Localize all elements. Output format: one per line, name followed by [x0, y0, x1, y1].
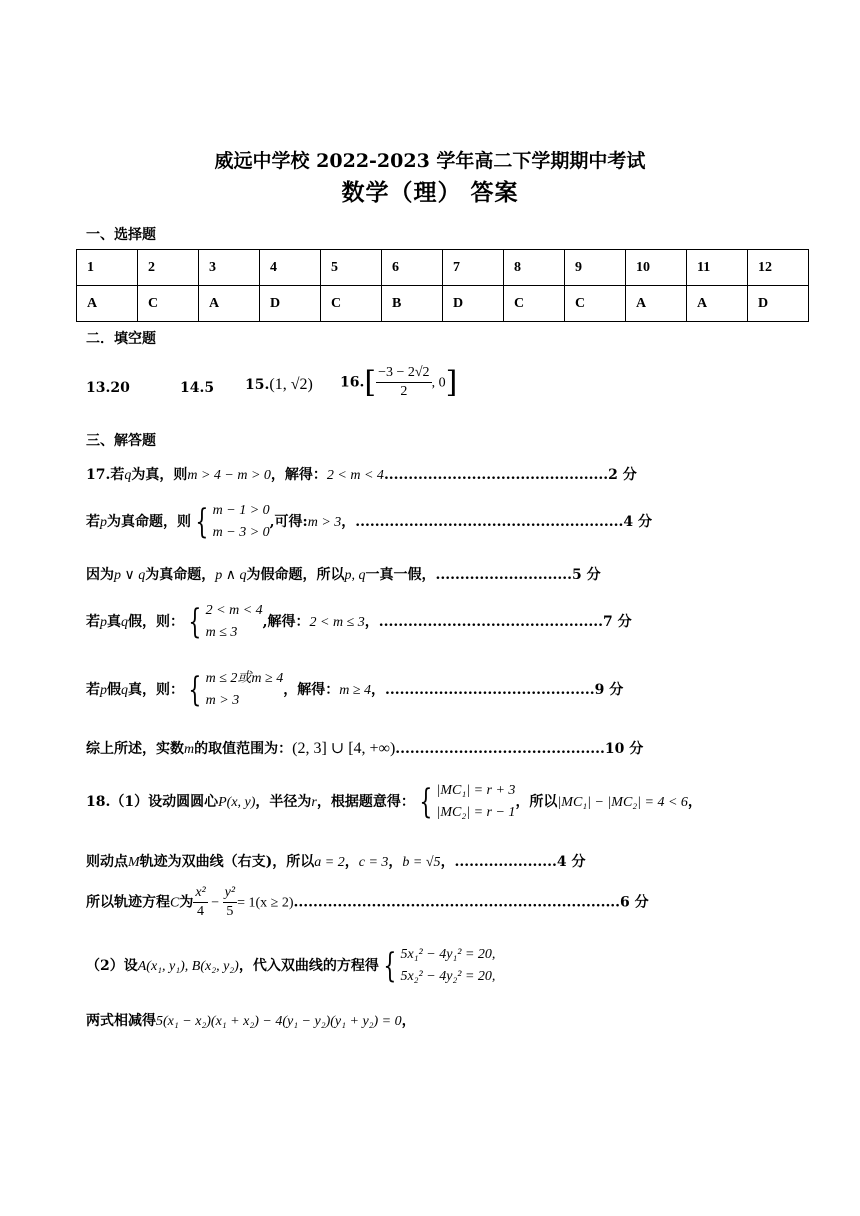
math: A(x₁, y₁), B(x₂, y₂) [137, 959, 239, 974]
text: （2）设 [86, 958, 138, 974]
q-answer: C [321, 286, 382, 322]
math: 5(x₁ − x₂)(x₁ + x₂) − 4(y₁ − y₂)(y₁ + y₂) = 0 [156, 1014, 402, 1029]
math: C [170, 895, 180, 911]
answer-13: 13.20 [86, 380, 130, 396]
text: ， [687, 794, 702, 810]
text: ，解得： [283, 682, 340, 698]
math: m ≥ 4 [339, 683, 372, 698]
text: 所以轨迹方程 [86, 894, 170, 911]
score-mark: ............................5 分 [435, 567, 601, 583]
answer-16-numerator: −3 − 2√2 [376, 364, 431, 383]
score-mark: ，..............................................7 分 [364, 614, 632, 630]
solution-18-line-2: 则动点M轨迹为双曲线（右支)，所以a = 2，c = 3，b = √5，.....................4 分 [86, 854, 586, 870]
text: 两式相减得 [86, 1013, 156, 1029]
q-number: 10 [626, 250, 687, 286]
solution-18-line-4: （2）设A(x₁, y₁), B(x₂, y₂)，代入双曲线的方程得 { 5x₁² − 4y₁² = 20, 5x₂² − 4y₂² = 20, [86, 946, 496, 986]
math: p ∧ q [215, 568, 247, 583]
text: 若 [86, 614, 100, 630]
math: (2, 3] ∪ [4, +∞) [292, 740, 396, 757]
text: 为 [179, 894, 194, 911]
q-number: 1 [77, 250, 138, 286]
score-mark: ...........................................10 分 [395, 741, 644, 757]
q-answer: A [77, 286, 138, 322]
section-fill-title: 二．填空题 [86, 331, 156, 347]
q-number: 9 [565, 250, 626, 286]
text: 综上所述，实数 [86, 741, 184, 757]
score-mark: ...................................................................6 分 [293, 894, 649, 911]
text: ,可得: [269, 514, 308, 530]
solution-17-line-4: 若p真q假，则： { 2 < m < 4 m ≤ 3 ,解得：2 < m ≤ 3，..............................................7 分 [86, 602, 632, 642]
q-number: 8 [504, 250, 565, 286]
choice-answer-table [76, 249, 809, 322]
answer-15 [245, 376, 313, 394]
q-number: 5 [321, 250, 382, 286]
text: ，半径为 [255, 794, 312, 810]
q-answer: A [687, 286, 748, 322]
text: 为真命题，则 [107, 514, 191, 530]
math: q [121, 683, 128, 698]
system-row: m − 3 > 0 [212, 525, 270, 540]
section-solve-title: 三、解答题 [86, 433, 156, 449]
q-answer: D [748, 286, 809, 322]
solution-18-line-1: 18.（1）设动圆圆心P(x, y)，半径为r，根据题意得： { |MC₁| = r + 3 |MC₂| = r − 1 ，所以|MC₁| − |MC₂| = 4 < 6， [86, 782, 702, 822]
text: 为真，则 [131, 467, 188, 483]
solution-18-line-3: 所以轨迹方程C为 $\frac{\text{x²}}{4}$ − $\frac{\text{y²}}{5}$ = 1(x ≥ 2)...................................................................6 分 [86, 885, 649, 919]
text: 假 [107, 682, 121, 698]
fraction-numerator: x² [193, 884, 207, 903]
score-mark: ，...........................................9 分 [371, 682, 624, 698]
text: 轨迹为双曲线（右支)，所以 [139, 854, 315, 870]
solution-17-line-3 [86, 564, 601, 584]
text: 为假命题，所以 [246, 567, 345, 583]
math: q [121, 615, 128, 630]
q-answer: C [565, 286, 626, 322]
answer-14: 14.5 [180, 380, 215, 396]
answer-16-denominator: 2 [400, 384, 408, 399]
math: p, q [344, 568, 366, 583]
answer-15-value: (1, √2) [269, 376, 313, 393]
math: p [100, 683, 107, 698]
solution-17-line-5: 若p假q真，则： { m ≤ 2或m ≥ 4 m > 3 ，解得：m ≥ 4，...........................................9 分 [86, 670, 624, 710]
solution-17-line-6 [86, 738, 643, 758]
math: a = 2 [314, 855, 345, 870]
math: m [184, 742, 195, 757]
text: 为真命题， [145, 567, 216, 583]
text: ，解得： [270, 467, 327, 483]
score-mark: ，.....................4 分 [440, 854, 586, 870]
exam-title: 威远中学校 2022-2023 学年高二下学期期中考试 [214, 150, 646, 172]
score-mark: ，.......................................................4 分 [341, 514, 652, 530]
q-answer: D [260, 286, 321, 322]
math: c = 3 [358, 855, 389, 870]
math: p ∨ q [114, 568, 146, 583]
q-answer: A [199, 286, 260, 322]
q-number: 7 [443, 250, 504, 286]
text: 若 [86, 514, 100, 530]
q-number: 11 [687, 250, 748, 286]
fraction-denominator: 5 [226, 904, 234, 919]
answer-title: 数学（理） 答案 [341, 179, 519, 206]
text: ，根据题意得： [316, 794, 415, 810]
solution-18-line-5 [86, 1010, 416, 1030]
text: 真 [107, 614, 121, 630]
text: 则动点 [86, 854, 128, 870]
math: p [100, 615, 107, 630]
q-number: 4 [260, 250, 321, 286]
math: q [124, 468, 132, 483]
q-answer: D [443, 286, 504, 322]
answer-row [77, 286, 809, 322]
math: M [128, 855, 140, 870]
text: 18.（1）设动圆圆心 [86, 794, 219, 810]
text: 真，则： [128, 682, 184, 698]
q-number: 3 [199, 250, 260, 286]
score-mark: ..............................................2 分 [383, 467, 637, 483]
math: 2 < m < 4 [326, 468, 384, 483]
text: 因为 [86, 567, 114, 583]
text: 17.若 [86, 467, 125, 483]
section-choice-title: 一、选择题 [86, 227, 156, 243]
system-row: m ≤ 2或m ≥ 4 [205, 671, 284, 686]
text: 若 [86, 682, 100, 698]
q-number: 6 [382, 250, 443, 286]
math: P(x, y) [218, 795, 256, 810]
system-row: 2 < m < 4 [205, 603, 263, 618]
text: ，所以 [515, 794, 558, 810]
solution-17-line-2: 若p为真命题，则 { m − 1 > 0 m − 3 > 0 ,可得:m > 3，.......................................................4 分 [86, 502, 652, 542]
answer-15-label: 15. [245, 377, 270, 393]
math: |MC₁| − |MC₂| = 4 < 6 [557, 795, 688, 810]
text: 一真一假， [365, 567, 436, 583]
q-answer: C [504, 286, 565, 322]
text: 假，则： [128, 614, 184, 630]
math: b = √5 [402, 855, 441, 870]
fraction-denominator: 4 [197, 904, 205, 919]
answer-16: 16.[ $\frac{-3 - 2√2}{2}$ , 0] [340, 365, 458, 400]
system-row: |MC₂| = r − 1 [436, 805, 516, 820]
q-answer: C [138, 286, 199, 322]
system-row: 5x₁² − 4y₁² = 20, [400, 947, 496, 962]
math: 2 < m ≤ 3 [309, 615, 365, 630]
math: m > 4 − m > 0 [187, 468, 271, 483]
system-row: |MC₁| = r + 3 [436, 783, 516, 798]
system-row: m > 3 [205, 693, 240, 708]
answer-16-label: 16. [340, 374, 365, 391]
math: r [311, 795, 317, 810]
system-row: m − 1 > 0 [212, 503, 270, 518]
q-number: 2 [138, 250, 199, 286]
math: = 1(x ≥ 2) [237, 895, 294, 911]
q-answer: B [382, 286, 443, 322]
solution-17-line-1 [86, 464, 637, 484]
text: 的取值范围为： [194, 741, 293, 757]
system-row: m ≤ 3 [205, 625, 238, 640]
q-answer: A [626, 286, 687, 322]
text: ，代入双曲线的方程得 [238, 958, 379, 974]
text: ， [401, 1013, 416, 1029]
system-row: 5x₂² − 4y₂² = 20, [400, 969, 496, 984]
question-number-row [77, 250, 809, 286]
answer-16-tail: , 0 [431, 375, 446, 391]
math: p [100, 515, 107, 530]
q-number: 12 [748, 250, 809, 286]
text: ,解得： [262, 614, 310, 630]
fraction-numerator: y² [223, 884, 237, 903]
math: m > 3 [307, 515, 342, 530]
